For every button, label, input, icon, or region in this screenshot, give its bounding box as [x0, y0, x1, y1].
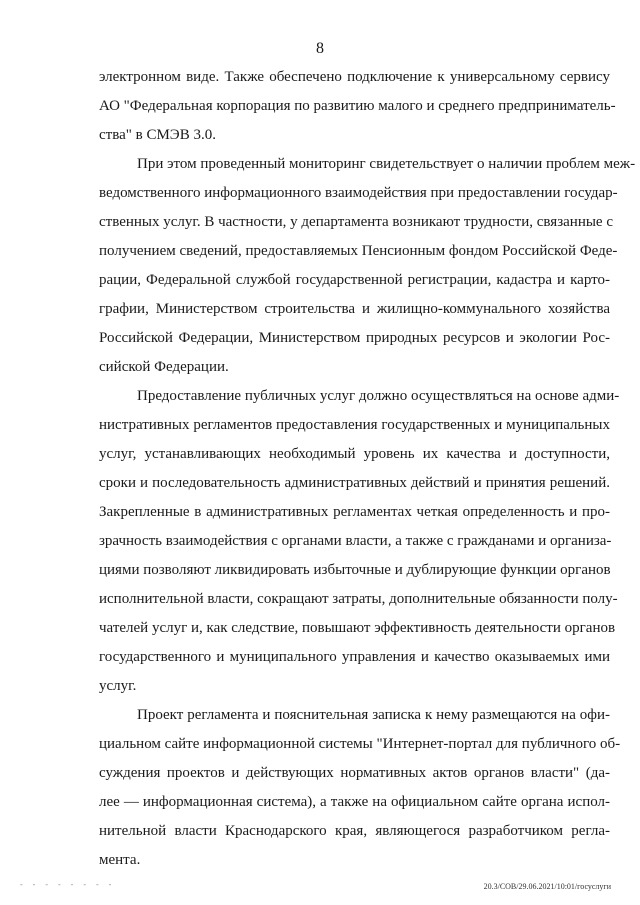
text-line: графии, Министерством строительства и жилищно-коммунального хозяйства: [99, 301, 610, 317]
text-line: Российской Федерации, Министерством природных ресурсов и экологии Рос-: [99, 330, 610, 346]
text-line: сийской Федерации.: [99, 359, 229, 375]
text-line: При этом проведенный мониторинг свидетельствует о наличии проблем меж-: [137, 156, 636, 172]
text-line: услуг.: [99, 678, 137, 694]
text-line: циальном сайте информационной системы "Интернет-портал для публичного об-: [99, 736, 621, 752]
text-line: нистративных регламентов предоставления государственных и муниципальных: [99, 417, 610, 433]
text-line: зрачность взаимодействия с органами власти, а также с гражданами и организа-: [99, 533, 612, 549]
text-line: суждения проектов и действующих нормативных актов органов власти" (да-: [99, 765, 610, 781]
text-line: сроки и последовательность административных действий и принятия решений.: [99, 475, 610, 491]
text-line: ведомственного информационного взаимодействия при предоставлении государ-: [99, 185, 618, 201]
text-line: рации, Федеральной службой государственной регистрации, кадастра и карто-: [99, 272, 610, 288]
text-line: Закрепленные в административных регламентах четкая определенность и про-: [99, 504, 610, 520]
text-line: электронном виде. Также обеспечено подключение к универсальному сервису: [99, 69, 610, 85]
text-line: государственного и муниципального управления и качество оказываемых ими: [99, 649, 610, 665]
text-line: услуг, устанавливающих необходимый уровень их качества и доступности,: [99, 446, 610, 462]
footer-code: 20.3/СОВ/29.06.2021/10:01/госуслуги: [483, 882, 611, 891]
text-line: циями позволяют ликвидировать избыточные и дублирующие функции органов: [99, 562, 611, 578]
text-line: мента.: [99, 852, 141, 868]
text-line: ственных услуг. В частности, у департамента возникают трудности, связанные с: [99, 214, 613, 230]
dash-mark: - - - - - - - -: [20, 880, 116, 889]
text-line: получением сведений, предоставляемых Пенсионным фондом Российской Феде-: [99, 243, 618, 259]
text-line: Проект регламента и пояснительная записка к нему размещаются на офи-: [137, 707, 610, 723]
page-number: 8: [316, 40, 324, 57]
text-line: ства" в СМЭВ 3.0.: [99, 127, 216, 143]
text-line: АО "Федеральная корпорация по развитию малого и среднего предприниматель-: [99, 98, 616, 114]
text-line: нительной власти Краснодарского края, являющегося разработчиком регла-: [99, 823, 610, 839]
text-line: исполнительной власти, сокращают затраты, дополнительные обязанности полу-: [99, 591, 618, 607]
text-line: чателей услуг и, как следствие, повышают эффективность деятельности органов: [99, 620, 616, 636]
text-line: лее — информационная система), а также на официальном сайте органа испол-: [99, 794, 610, 810]
text-line: Предоставление публичных услуг должно осуществляться на основе адми-: [137, 388, 620, 404]
